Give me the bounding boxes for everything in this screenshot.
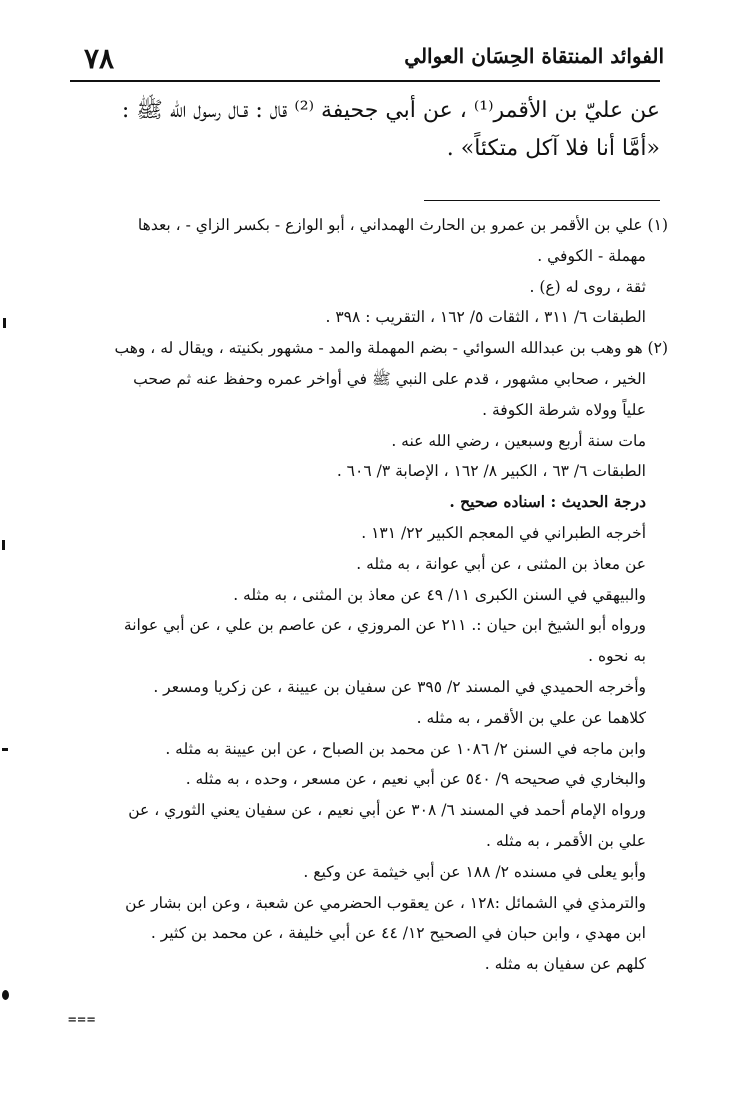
footnote-line: علي بن الأقمر ، به مثله . [485, 831, 646, 850]
footnote-line: به نحوه . [588, 647, 646, 666]
footnote-line: والبيهقي في السنن الكبرى ١١/ ٤٩ عن معاذ بن المثنى ، به مثله . [233, 585, 646, 604]
footnote-line: كلهم عن سفيان به مثله . [484, 955, 646, 974]
footnote-line: ابن مهدي ، وابن حبان في الصحيح ١٢/ ٤٤ عن أبي خليفة ، عن محمد بن كثير . [150, 924, 646, 943]
footnote-line: مات سنة أربع وسبعين ، رضي الله عنه . [391, 431, 646, 450]
footnote-line: أخرجه الطبراني في المعجم الكبير ٢٢/ ١٣١ . [361, 523, 646, 542]
footnote-line: وأخرجه الحميدي في المسند ٢/ ٣٩٥ عن سفيان بن عيينة ، عن زكريا ومسعر . [153, 677, 646, 696]
footnote-line: والترمذي في الشمائل :١٢٨ ، عن يعقوب الحضرمي عن شعبة ، وعن ابن بشار عن [125, 893, 646, 912]
footnote-line: مهملة - الكوفي . [537, 246, 646, 265]
footnote-line: ورواه أبو الشيخ ابن حيان :. ٢١١ عن المروزي ، عن عاصم بن علي ، عن أبي عوانة [123, 616, 646, 635]
footnote-rule [424, 200, 660, 201]
scan-mark [2, 540, 5, 550]
main-text [80, 92, 660, 168]
footnote-line: (١) علي بن الأقمر بن عمرو بن الحارث الهمداني ، أبو الوازع - بكسر الزاي - ، بعدها [137, 216, 668, 234]
footnote-line: علياً وولاه شرطة الكوفة . [482, 400, 646, 419]
footnote-line: كلاهما عن علي بن الأقمر ، به مثله . [416, 708, 646, 727]
header-rule [70, 80, 660, 82]
footnote-line: الطبقات ٦/ ٦٣ ، الكبير ٨/ ١٦٢ ، الإصابة ٣/ ٦٠٦ . [336, 462, 646, 481]
footnote-line: وأبو يعلى في مسنده ٢/ ١٨٨ عن أبي خيثمة عن وكيع . [303, 862, 646, 881]
footnote-line: درجة الحديث : اسناده صحيح . [449, 492, 646, 512]
scan-mark [3, 318, 6, 328]
running-title: الفوائد المنتقاة الحِسَان العوالي [404, 44, 664, 68]
continuation-mark: === [68, 1012, 97, 1028]
scan-mark [2, 748, 8, 751]
main-text-line: عن عليّ بن الأقمر⁽¹⁾ ، عن أبي جحيفة ⁽²⁾ قال : قـال رسول الله ﷺ : [121, 98, 660, 123]
footnote-line: وابن ماجه في السنن ٢/ ١٠٨٦ عن محمد بن الصباح ، عن ابن عيينة به مثله . [165, 739, 646, 758]
page-number: ٧٨ [84, 42, 115, 75]
footnotes [78, 210, 668, 980]
footnote-line: عن معاذ بن المثنى ، عن أبي عوانة ، به مثله . [356, 554, 646, 573]
footnote-line: الخير ، صحابي مشهور ، قدم على النبي ﷺ في أواخر عمره وحفظ عنه ثم صحب [133, 369, 646, 388]
footnote-line: (٢) هو وهب بن عبدالله السوائي - بضم المهملة والمد - مشهور بكنيته ، ويقال له ، وهب [114, 339, 668, 358]
scan-mark [2, 990, 9, 1000]
footnote-line: ورواه الإمام أحمد في المسند ٦/ ٣٠٨ عن أبي نعيم ، عن سفيان يعني الثوري ، عن [128, 801, 646, 820]
footnote-line: والبخاري في صحيحه ٩/ ٥٤٠ عن أبي نعيم ، عن مسعر ، وحده ، به مثله . [185, 770, 646, 789]
footnote-line: ثقة ، روى له (ع) . [529, 277, 646, 296]
footnote-line: الطبقات ٦/ ٣١١ ، الثقات ٥/ ١٦٢ ، التقريب : ٣٩٨ . [325, 308, 646, 327]
main-text-line: «أمَّا أنا فلا آكل متكئاً» . [446, 136, 660, 161]
